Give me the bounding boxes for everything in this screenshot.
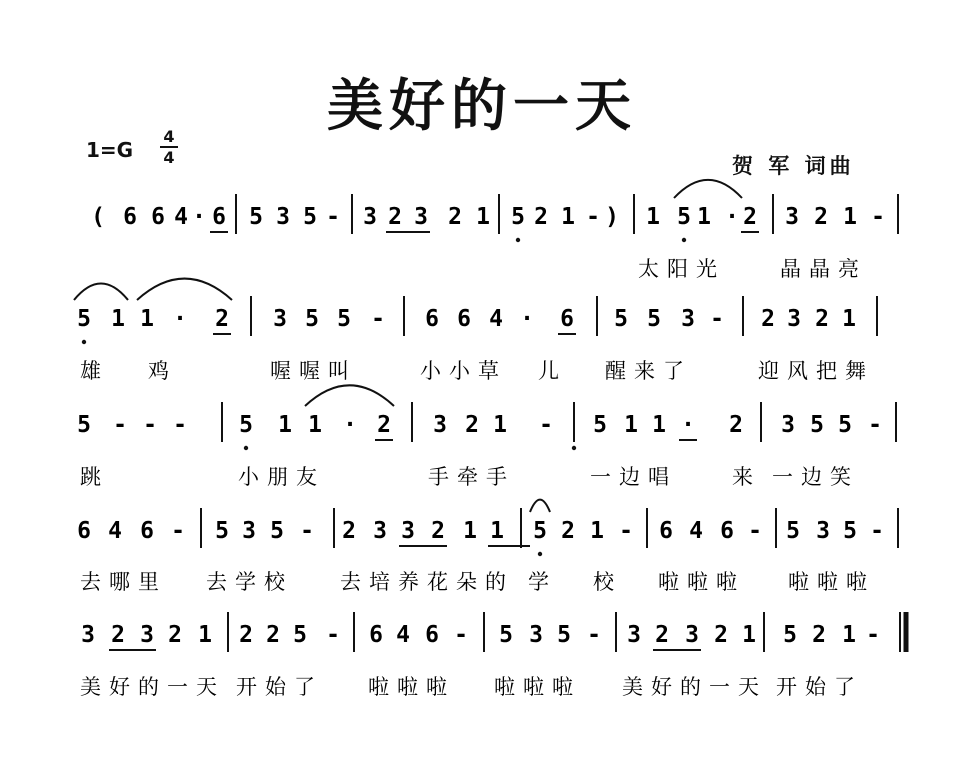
note: 1 bbox=[842, 306, 856, 332]
note: 2 bbox=[388, 204, 402, 230]
dash-note: - bbox=[870, 518, 884, 544]
note: 5 bbox=[593, 412, 607, 438]
lyric: 小朋友 bbox=[238, 465, 325, 489]
octave-dot bbox=[538, 552, 542, 556]
note: · bbox=[173, 306, 187, 332]
note: 1 bbox=[842, 622, 856, 648]
note: 3 bbox=[373, 518, 387, 544]
note: 3 bbox=[273, 306, 287, 332]
dash-note: - bbox=[871, 204, 885, 230]
lyric: 去培养花朵的 bbox=[340, 570, 514, 594]
dash-note: - bbox=[586, 204, 600, 230]
dash-note: - bbox=[326, 622, 340, 648]
lyric: 开始了 bbox=[236, 675, 323, 699]
note: 6 bbox=[425, 622, 439, 648]
note: 6 bbox=[457, 306, 471, 332]
note: 4 bbox=[108, 518, 122, 544]
note: 2 bbox=[655, 622, 669, 648]
composer-credit: 贺 军 词曲 bbox=[732, 154, 855, 178]
dash-note: - bbox=[619, 518, 633, 544]
dash-note: - bbox=[539, 412, 553, 438]
song-title: 美好的一天 bbox=[327, 74, 637, 139]
note: 2 bbox=[534, 204, 548, 230]
note: 1 bbox=[140, 306, 154, 332]
dash-note: - bbox=[454, 622, 468, 648]
slur bbox=[530, 500, 550, 512]
note: · bbox=[343, 412, 357, 438]
note: 4 bbox=[396, 622, 410, 648]
note: 2 bbox=[815, 306, 829, 332]
lyric: 雄 bbox=[80, 359, 109, 383]
note: 2 bbox=[448, 204, 462, 230]
note: 5 bbox=[511, 204, 525, 230]
lyric: 美好的一天 bbox=[80, 675, 225, 699]
note: 5 bbox=[557, 622, 571, 648]
lyric: 醒来了 bbox=[605, 359, 692, 383]
note: 3 bbox=[433, 412, 447, 438]
lyric: 一边唱 bbox=[590, 465, 677, 489]
slur bbox=[674, 180, 742, 198]
note: 5 bbox=[810, 412, 824, 438]
note: 1 bbox=[624, 412, 638, 438]
note: 3 bbox=[414, 204, 428, 230]
note: 6 bbox=[123, 204, 137, 230]
note: 2 bbox=[215, 306, 229, 332]
lyric: 鸡 bbox=[148, 359, 177, 383]
note: 3 bbox=[276, 204, 290, 230]
note: 3 bbox=[785, 204, 799, 230]
time-signature-bottom: 4 bbox=[163, 148, 175, 167]
note: 6 bbox=[369, 622, 383, 648]
lyric: 小小草 bbox=[420, 359, 507, 383]
octave-dot bbox=[682, 238, 686, 242]
note: 6 bbox=[425, 306, 439, 332]
octave-dot bbox=[82, 340, 86, 344]
lyric: 去哪里 bbox=[80, 570, 167, 594]
note: 3 bbox=[401, 518, 415, 544]
octave-dot bbox=[244, 446, 248, 450]
note: 5 bbox=[215, 518, 229, 544]
lyric: 一边笑 bbox=[772, 465, 859, 489]
dash-note: - bbox=[326, 204, 340, 230]
lyric: 啦啦啦 bbox=[494, 675, 581, 699]
note: 6 bbox=[151, 204, 165, 230]
note: 3 bbox=[242, 518, 256, 544]
slur bbox=[305, 385, 394, 406]
note: 2 bbox=[714, 622, 728, 648]
note: · bbox=[681, 412, 695, 438]
dash-note: - bbox=[710, 306, 724, 332]
lyric: 校 bbox=[593, 570, 622, 594]
note: 4 bbox=[489, 306, 503, 332]
note: 6 bbox=[212, 204, 226, 230]
slur bbox=[137, 279, 232, 300]
dash-note: - bbox=[866, 622, 880, 648]
dash-note: - bbox=[587, 622, 601, 648]
note: 1 bbox=[697, 204, 711, 230]
dash-note: - bbox=[173, 412, 187, 438]
lyric: 喔喔叫 bbox=[270, 359, 357, 383]
note: 5 bbox=[843, 518, 857, 544]
note: 5 bbox=[677, 204, 691, 230]
note: 2 bbox=[729, 412, 743, 438]
note: 3 bbox=[816, 518, 830, 544]
lyric: 去学校 bbox=[206, 570, 293, 594]
note: 2 bbox=[111, 622, 125, 648]
key-signature: 1=G bbox=[86, 138, 134, 162]
note: 5 bbox=[305, 306, 319, 332]
note: 5 bbox=[249, 204, 263, 230]
note: 5 bbox=[239, 412, 253, 438]
note: 6 bbox=[77, 518, 91, 544]
note: 3 bbox=[787, 306, 801, 332]
note: 5 bbox=[838, 412, 852, 438]
note: 5 bbox=[647, 306, 661, 332]
note: 5 bbox=[614, 306, 628, 332]
note: 2 bbox=[377, 412, 391, 438]
note: 5 bbox=[270, 518, 284, 544]
note: 5 bbox=[77, 412, 91, 438]
dash-note: - bbox=[113, 412, 127, 438]
dash-note: - bbox=[300, 518, 314, 544]
octave-dot bbox=[516, 238, 520, 242]
note: 2 bbox=[266, 622, 280, 648]
note: 3 bbox=[627, 622, 641, 648]
note: 3 bbox=[363, 204, 377, 230]
note: 2 bbox=[239, 622, 253, 648]
note: 3 bbox=[781, 412, 795, 438]
note: 5 bbox=[77, 306, 91, 332]
lyric: 啦啦啦 bbox=[658, 570, 745, 594]
lyric: 开始了 bbox=[776, 675, 863, 699]
note: · bbox=[725, 204, 739, 230]
note: 6 bbox=[560, 306, 574, 332]
octave-dot bbox=[572, 446, 576, 450]
note: 1 bbox=[561, 204, 575, 230]
note: 2 bbox=[342, 518, 356, 544]
note: 1 bbox=[843, 204, 857, 230]
lyric: 儿 bbox=[538, 359, 567, 383]
note: · bbox=[520, 306, 534, 332]
note: 1 bbox=[476, 204, 490, 230]
lyric: 美好的一天 bbox=[622, 675, 767, 699]
note: 3 bbox=[81, 622, 95, 648]
note: 1 bbox=[278, 412, 292, 438]
note: 1 bbox=[493, 412, 507, 438]
note: 1 bbox=[111, 306, 125, 332]
note: 1 bbox=[590, 518, 604, 544]
dash-note: - bbox=[143, 412, 157, 438]
note: ( bbox=[91, 204, 105, 230]
dash-note: - bbox=[748, 518, 762, 544]
note: 2 bbox=[812, 622, 826, 648]
note: 3 bbox=[681, 306, 695, 332]
note: 5 bbox=[337, 306, 351, 332]
dash-note: - bbox=[371, 306, 385, 332]
note: 1 bbox=[308, 412, 322, 438]
note: 6 bbox=[140, 518, 154, 544]
note: 1 bbox=[646, 204, 660, 230]
lyric: 手牵手 bbox=[428, 465, 515, 489]
lyric: 迎风把舞 bbox=[758, 359, 874, 383]
note: 3 bbox=[685, 622, 699, 648]
note: 1 bbox=[490, 518, 504, 544]
note: 5 bbox=[783, 622, 797, 648]
note: 1 bbox=[652, 412, 666, 438]
note: · bbox=[192, 204, 206, 230]
lyric: 学 bbox=[528, 570, 557, 594]
lyric: 啦啦啦 bbox=[788, 570, 875, 594]
note: 2 bbox=[431, 518, 445, 544]
note: 2 bbox=[561, 518, 575, 544]
note: ) bbox=[605, 204, 619, 230]
note: 3 bbox=[140, 622, 154, 648]
note: 3 bbox=[529, 622, 543, 648]
slur bbox=[74, 284, 128, 300]
lyric: 晶晶亮 bbox=[780, 257, 867, 281]
note: 2 bbox=[168, 622, 182, 648]
note: 2 bbox=[743, 204, 757, 230]
note: 5 bbox=[293, 622, 307, 648]
time-signature-top: 4 bbox=[163, 127, 175, 146]
note: 5 bbox=[499, 622, 513, 648]
note: 1 bbox=[463, 518, 477, 544]
lyric: 啦啦啦 bbox=[368, 675, 455, 699]
dash-note: - bbox=[868, 412, 882, 438]
note: 6 bbox=[659, 518, 673, 544]
note: 1 bbox=[198, 622, 212, 648]
note: 6 bbox=[720, 518, 734, 544]
note: 1 bbox=[742, 622, 756, 648]
dash-note: - bbox=[171, 518, 185, 544]
lyric: 跳 bbox=[80, 465, 109, 489]
note: 5 bbox=[533, 518, 547, 544]
note: 2 bbox=[814, 204, 828, 230]
note: 2 bbox=[761, 306, 775, 332]
lyric: 来 bbox=[732, 465, 761, 489]
note: 5 bbox=[303, 204, 317, 230]
note: 4 bbox=[174, 204, 188, 230]
note: 2 bbox=[465, 412, 479, 438]
lyric: 太阳光 bbox=[638, 257, 725, 281]
note: 4 bbox=[689, 518, 703, 544]
note: 5 bbox=[786, 518, 800, 544]
